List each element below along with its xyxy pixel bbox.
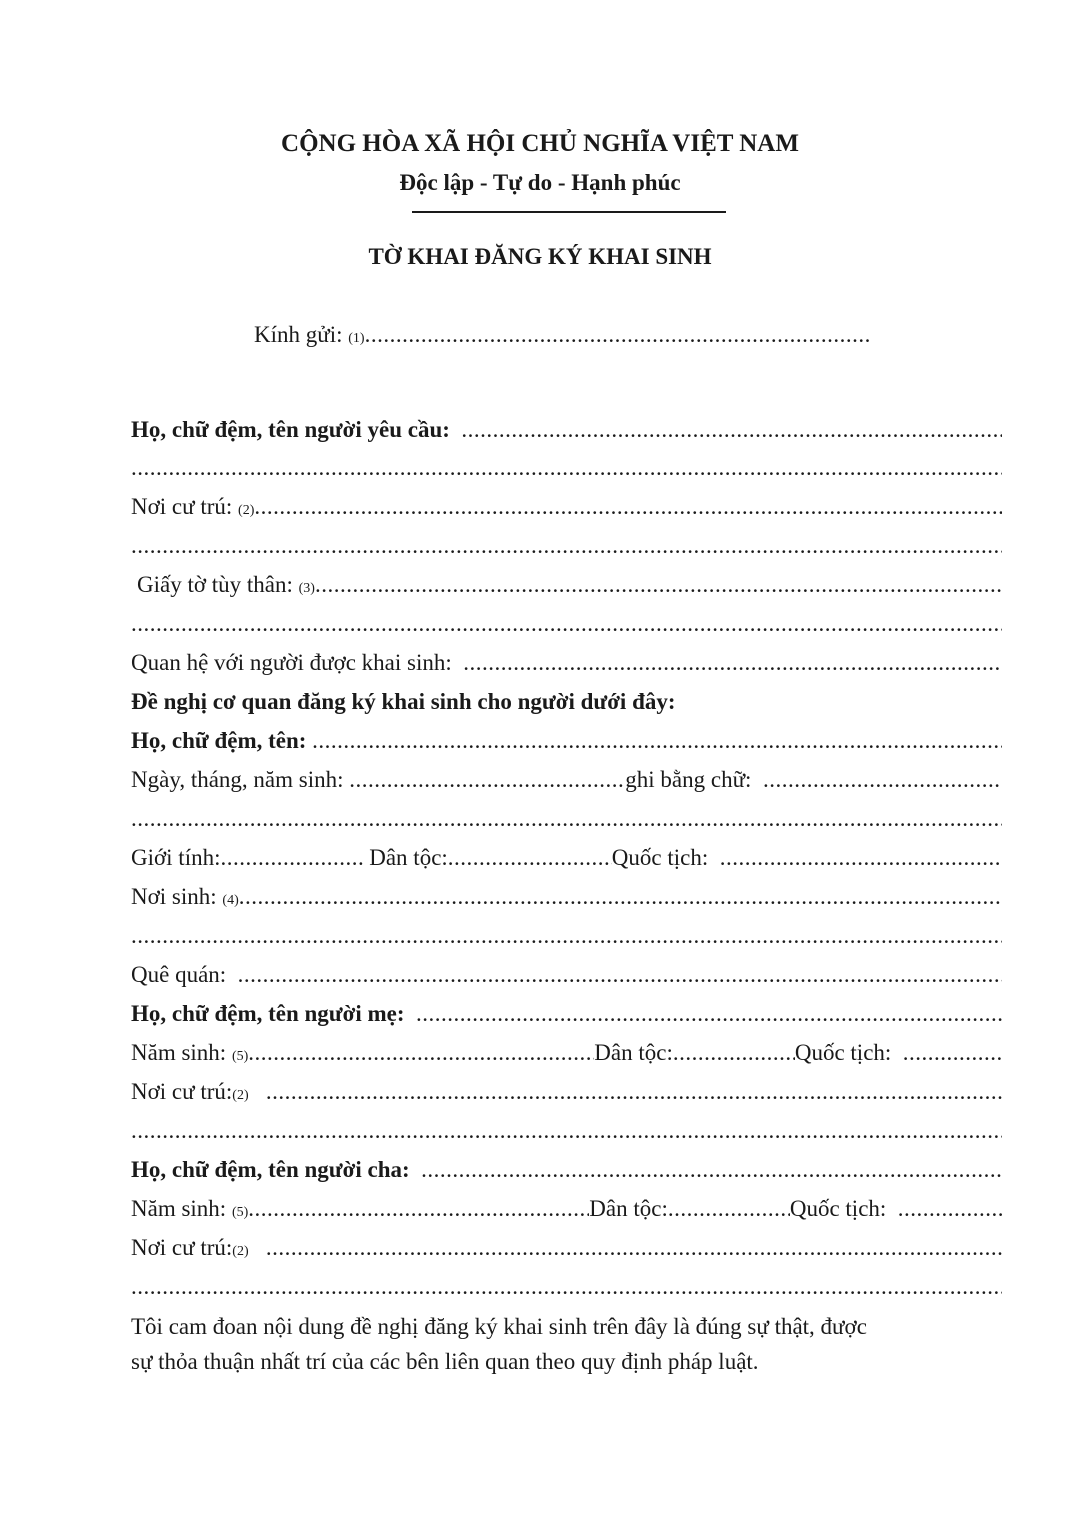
father-nationality-label: Quốc tịch: <box>789 1196 887 1221</box>
mother-residence-field[interactable] <box>266 1077 1002 1107</box>
mother-nationality-label: Quốc tịch: <box>794 1040 892 1065</box>
child-birthplace-continuation <box>131 921 1002 951</box>
child-gender-label: Giới tính: <box>131 845 221 870</box>
child-name-field[interactable] <box>312 726 1002 756</box>
mother-birth-line: Năm sinh: (5) ..... Dân tộc: ..... Quốc tịch: ..... <box>131 1038 1002 1068</box>
father-residence-field-2[interactable] <box>131 1272 1002 1302</box>
recipient-label: Kính gửi: <box>254 322 343 347</box>
mother-residence-label: Nơi cư trú: <box>131 1079 233 1104</box>
father-nationality-field[interactable] <box>898 1194 1002 1224</box>
mother-ethnicity-label: Dân tộc: <box>594 1040 673 1065</box>
requester-residence-label: Nơi cư trú: <box>131 494 233 519</box>
header-divider <box>412 211 726 213</box>
mother-residence-continuation <box>131 1116 1002 1146</box>
request-statement-line <box>131 687 1002 717</box>
child-ethnicity-label: Dân tộc: <box>369 845 448 870</box>
father-residence-continuation <box>131 1272 1002 1302</box>
mother-birth-year-field[interactable] <box>248 1038 594 1068</box>
father-residence-label: Nơi cư trú: <box>131 1235 233 1260</box>
mother-residence-line: Nơi cư trú: (2) ..... <box>131 1077 1002 1107</box>
child-dob-words-field[interactable] <box>763 765 1002 795</box>
mother-nationality-field[interactable] <box>903 1038 1002 1068</box>
child-ethnicity-field[interactable] <box>448 843 612 873</box>
requester-name-label: Họ, chữ đệm, tên người yêu cầu: <box>131 417 450 442</box>
requester-residence-continuation <box>131 531 1002 561</box>
child-dob-label: Ngày, tháng, năm sinh: <box>131 767 344 792</box>
father-birth-line: Năm sinh: (5) ..... Dân tộc: ..... Quốc tịch: ..... <box>131 1194 1002 1224</box>
mother-birth-year-label: Năm sinh: <box>131 1040 227 1065</box>
father-birth-year-field[interactable] <box>248 1194 589 1224</box>
request-statement: Đề nghị cơ quan đăng ký khai sinh cho người dưới đây: <box>131 689 676 714</box>
mother-name-label: Họ, chữ đệm, tên người mẹ: <box>131 1001 405 1026</box>
father-birth-year-label: Năm sinh: <box>131 1196 227 1221</box>
father-ethnicity-label: Dân tộc: <box>589 1196 668 1221</box>
child-gender-field[interactable] <box>220 843 363 873</box>
requester-residence-line: Nơi cư trú: (2) ..... <box>131 492 1002 522</box>
child-dob-line <box>131 765 1002 795</box>
mother-name-line <box>131 999 1002 1029</box>
form-title: TỜ KHAI ĐĂNG KÝ KHAI SINH <box>368 244 712 269</box>
declaration-line-1: Tôi cam đoan nội dung đề nghị đăng ký khai sinh trên đây là đúng sự thật, được <box>131 1314 867 1339</box>
requester-id-line: Giấy tờ tùy thân: (3) ..... <box>137 570 1002 600</box>
child-dob-continuation <box>131 804 1002 834</box>
requester-relation-label: Quan hệ với người được khai sinh: <box>131 650 452 675</box>
child-hometown-field[interactable] <box>238 960 1002 990</box>
father-residence-line: Nơi cư trú: (2) ..... <box>131 1233 1002 1263</box>
child-hometown-line <box>131 960 1002 990</box>
requester-id-label: Giấy tờ tùy thân: <box>137 572 293 597</box>
national-title: CỘNG HÒA XÃ HỘI CHỦ NGHĨA VIỆT NAM <box>281 130 799 157</box>
recipient-field[interactable] <box>365 320 870 350</box>
child-nationality-label: Quốc tịch: <box>611 845 709 870</box>
child-dob-field[interactable] <box>349 765 625 795</box>
father-name-line <box>131 1155 1002 1185</box>
declaration-line-2: sự thỏa thuận nhất trí của các bên liên quan theo quy định pháp luật. <box>131 1349 759 1374</box>
child-hometown-label: Quê quán: <box>131 962 227 987</box>
mother-ethnicity-field[interactable] <box>673 1038 795 1068</box>
child-birthplace-field-2[interactable] <box>131 921 1002 951</box>
requester-id-field-2[interactable] <box>131 609 1002 639</box>
child-name-line <box>131 726 1002 756</box>
child-birthplace-field[interactable] <box>239 882 1002 912</box>
child-gender-line <box>131 843 1002 873</box>
requester-relation-field[interactable] <box>463 648 1002 678</box>
requester-name-field[interactable] <box>461 415 1002 445</box>
father-name-label: Họ, chữ đệm, tên người cha: <box>131 1157 410 1182</box>
requester-id-field[interactable] <box>315 570 1002 600</box>
child-name-label: Họ, chữ đệm, tên: <box>131 728 307 753</box>
requester-id-continuation <box>131 609 1002 639</box>
requester-name-line <box>131 415 1002 445</box>
father-name-field[interactable] <box>421 1155 1002 1185</box>
child-dob-words-label: ghi bằng chữ: <box>625 767 752 792</box>
requester-relation-line <box>131 648 1002 678</box>
requester-residence-field[interactable] <box>254 492 1002 522</box>
father-residence-field[interactable] <box>266 1233 1002 1263</box>
child-birthplace-line: Nơi sinh: (4) ..... <box>131 882 1002 912</box>
declaration-paragraph <box>131 1309 1002 1379</box>
national-motto: Độc lập - Tự do - Hạnh phúc <box>399 170 681 195</box>
child-birthplace-label: Nơi sinh: <box>131 884 217 909</box>
requester-name-field-2[interactable] <box>131 453 1002 483</box>
father-ethnicity-field[interactable] <box>668 1194 790 1224</box>
mother-name-field[interactable] <box>416 999 1002 1029</box>
recipient-line: Kính gửi: (1) ..... <box>254 320 870 350</box>
requester-name-continuation <box>131 453 1002 483</box>
mother-residence-field-2[interactable] <box>131 1116 1002 1146</box>
requester-residence-field-2[interactable] <box>131 531 1002 561</box>
child-dob-words-field-2[interactable] <box>131 804 1002 834</box>
child-nationality-field[interactable] <box>720 843 1002 873</box>
